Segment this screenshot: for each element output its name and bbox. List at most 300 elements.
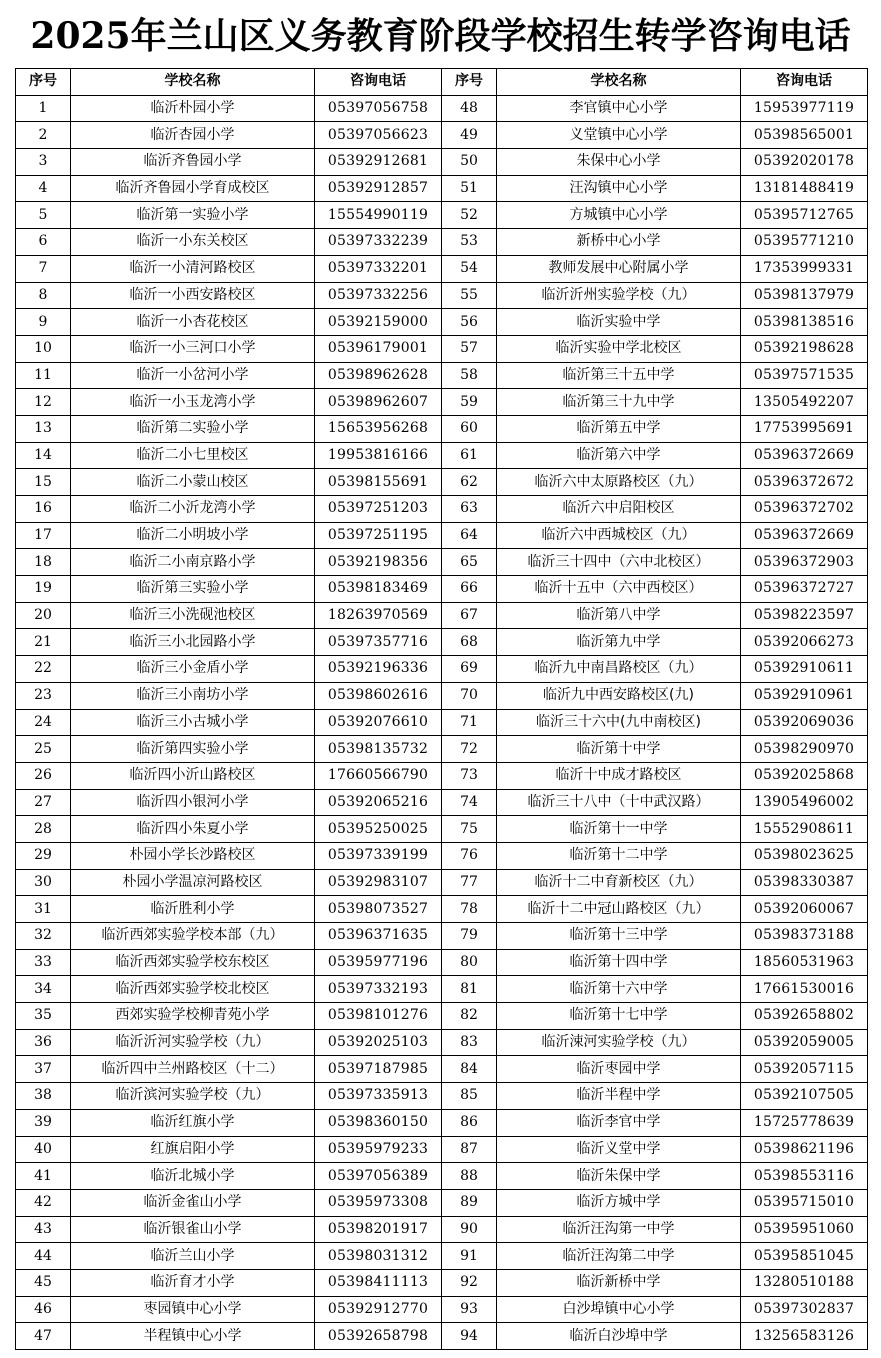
- school-name: 临沂三小北园路小学: [71, 629, 315, 656]
- table-row: [16, 1029, 868, 1056]
- row-number: 76: [442, 842, 497, 869]
- school-name: 临沂实验中学北校区: [497, 335, 741, 362]
- phone-number: 05398602616: [315, 682, 442, 709]
- school-name: 临沂二小沂龙湾小学: [71, 496, 315, 523]
- table-row: [16, 789, 868, 816]
- school-name: 白沙埠镇中心小学: [497, 1296, 741, 1323]
- phone-number: 05397056758: [315, 95, 442, 122]
- header-tel-left: 咨询电话: [315, 69, 442, 96]
- school-name: 临沂北城小学: [71, 1163, 315, 1190]
- phone-number: 05392066273: [741, 629, 868, 656]
- school-name: 临沂第十一中学: [497, 816, 741, 843]
- school-name: 临沂第九中学: [497, 629, 741, 656]
- row-number: 13: [16, 415, 71, 442]
- table-row: [16, 1056, 868, 1083]
- school-name: 枣园镇中心小学: [71, 1296, 315, 1323]
- school-name: 临沂六中西城校区（九）: [497, 522, 741, 549]
- row-number: 87: [442, 1136, 497, 1163]
- row-number: 35: [16, 1003, 71, 1030]
- phone-number: 05398290970: [741, 736, 868, 763]
- table-row: [16, 522, 868, 549]
- table-row: [16, 149, 868, 176]
- school-name: 临沂义堂中学: [497, 1136, 741, 1163]
- row-number: 91: [442, 1243, 497, 1270]
- row-number: 19: [16, 576, 71, 603]
- school-name: 朱保中心小学: [497, 149, 741, 176]
- school-name: 临沂白沙埠中学: [497, 1323, 741, 1350]
- phone-number: 05396179001: [315, 335, 442, 362]
- school-name: 新桥中心小学: [497, 229, 741, 256]
- row-number: 12: [16, 389, 71, 416]
- school-name: 临沂涑河实验学校（九）: [497, 1029, 741, 1056]
- school-name: 临沂三小南坊小学: [71, 682, 315, 709]
- phone-number: 05398565001: [741, 122, 868, 149]
- row-number: 88: [442, 1163, 497, 1190]
- row-number: 42: [16, 1189, 71, 1216]
- phone-number: 17353999331: [741, 255, 868, 282]
- table-row: [16, 122, 868, 149]
- phone-number: 05398360150: [315, 1109, 442, 1136]
- row-number: 90: [442, 1216, 497, 1243]
- school-name: 临沂第十七中学: [497, 1003, 741, 1030]
- row-number: 56: [442, 309, 497, 336]
- row-number: 31: [16, 896, 71, 923]
- phone-number: 05398073527: [315, 896, 442, 923]
- school-name: 临沂第十二中学: [497, 842, 741, 869]
- phone-number: 15554990119: [315, 202, 442, 229]
- school-name: 临沂西郊实验学校北校区: [71, 976, 315, 1003]
- table-row: [16, 229, 868, 256]
- school-name: 汪沟镇中心小学: [497, 175, 741, 202]
- row-number: 52: [442, 202, 497, 229]
- phone-number: 05395250025: [315, 816, 442, 843]
- school-name: 临沂三小洗砚池校区: [71, 602, 315, 629]
- phone-number: 05392057115: [741, 1056, 868, 1083]
- row-number: 16: [16, 496, 71, 523]
- phone-number: 05392910611: [741, 656, 868, 683]
- header-no-left: 序号: [16, 69, 71, 96]
- phone-number: 05397357716: [315, 629, 442, 656]
- phone-number: 05392658802: [741, 1003, 868, 1030]
- row-number: 69: [442, 656, 497, 683]
- phone-number: 05397571535: [741, 362, 868, 389]
- school-name: 临沂六中太原路校区（九）: [497, 469, 741, 496]
- school-name: 临沂齐鲁园小学育成校区: [71, 175, 315, 202]
- phone-number: 05392910961: [741, 682, 868, 709]
- table-row: [16, 1243, 868, 1270]
- school-name: 临沂枣园中学: [497, 1056, 741, 1083]
- school-name: 临沂四小银河小学: [71, 789, 315, 816]
- row-number: 94: [442, 1323, 497, 1350]
- table-row: [16, 869, 868, 896]
- row-number: 92: [442, 1269, 497, 1296]
- row-number: 62: [442, 469, 497, 496]
- school-name: 临沂第十六中学: [497, 976, 741, 1003]
- row-number: 77: [442, 869, 497, 896]
- phone-number: 05397332256: [315, 282, 442, 309]
- phone-number: 05398201917: [315, 1216, 442, 1243]
- school-name: 临沂第十中学: [497, 736, 741, 763]
- row-number: 81: [442, 976, 497, 1003]
- phone-number: 17753995691: [741, 415, 868, 442]
- school-name: 临沂一小清河路校区: [71, 255, 315, 282]
- table-row: [16, 1136, 868, 1163]
- row-number: 40: [16, 1136, 71, 1163]
- document-title: 2025年兰山区义务教育阶段学校招生转学咨询电话: [30, 15, 851, 57]
- table-row: [16, 415, 868, 442]
- phone-number: 05396372669: [741, 522, 868, 549]
- row-number: 83: [442, 1029, 497, 1056]
- school-name: 临沂半程中学: [497, 1083, 741, 1110]
- row-number: 64: [442, 522, 497, 549]
- phone-number: 05395973308: [315, 1189, 442, 1216]
- phone-number: 05392060067: [741, 896, 868, 923]
- row-number: 8: [16, 282, 71, 309]
- row-number: 85: [442, 1083, 497, 1110]
- school-name: 临沂第五中学: [497, 415, 741, 442]
- row-number: 4: [16, 175, 71, 202]
- row-number: 23: [16, 682, 71, 709]
- school-name: 临沂二小明坡小学: [71, 522, 315, 549]
- phone-number: 19953816166: [315, 442, 442, 469]
- row-number: 70: [442, 682, 497, 709]
- phone-number: 05392159000: [315, 309, 442, 336]
- school-name: 临沂九中西安路校区(九): [497, 682, 741, 709]
- school-name: 临沂方城中学: [497, 1189, 741, 1216]
- phone-number: 05397332201: [315, 255, 442, 282]
- phone-number: 05392658798: [315, 1323, 442, 1350]
- school-name: 临沂兰山小学: [71, 1243, 315, 1270]
- school-name: 临沂沂河实验学校（九）: [71, 1029, 315, 1056]
- row-number: 53: [442, 229, 497, 256]
- row-number: 74: [442, 789, 497, 816]
- phone-number: 05396372672: [741, 469, 868, 496]
- row-number: 72: [442, 736, 497, 763]
- school-name: 临沂三小金盾小学: [71, 656, 315, 683]
- phone-number: 15653956268: [315, 415, 442, 442]
- phone-number: 05392107505: [741, 1083, 868, 1110]
- row-number: 71: [442, 709, 497, 736]
- phone-number: 05392912770: [315, 1296, 442, 1323]
- phone-number: 05398330387: [741, 869, 868, 896]
- phone-number: 17660566790: [315, 762, 442, 789]
- school-name: 临沂四中兰州路校区（十二）: [71, 1056, 315, 1083]
- school-name: 临沂二小南京路小学: [71, 549, 315, 576]
- school-name: 临沂三十八中（十中武汉路）: [497, 789, 741, 816]
- row-number: 44: [16, 1243, 71, 1270]
- row-number: 84: [442, 1056, 497, 1083]
- school-name: 临沂李官中学: [497, 1109, 741, 1136]
- phone-number: 05398155691: [315, 469, 442, 496]
- header-tel-right: 咨询电话: [741, 69, 868, 96]
- row-number: 2: [16, 122, 71, 149]
- table-row: [16, 576, 868, 603]
- phone-number: 05398621196: [741, 1136, 868, 1163]
- phone-number: 05396372702: [741, 496, 868, 523]
- row-number: 5: [16, 202, 71, 229]
- row-number: 78: [442, 896, 497, 923]
- phone-number: 13505492207: [741, 389, 868, 416]
- row-number: 28: [16, 816, 71, 843]
- phone-number: 05398411113: [315, 1269, 442, 1296]
- row-number: 60: [442, 415, 497, 442]
- row-number: 67: [442, 602, 497, 629]
- phone-number: 05398962628: [315, 362, 442, 389]
- phone-number: 05392198356: [315, 549, 442, 576]
- row-number: 41: [16, 1163, 71, 1190]
- phone-number: 05392912857: [315, 175, 442, 202]
- phone-number: 05395771210: [741, 229, 868, 256]
- table-row: [16, 549, 868, 576]
- school-name: 临沂银雀山小学: [71, 1216, 315, 1243]
- row-number: 14: [16, 442, 71, 469]
- school-name: 临沂第十四中学: [497, 949, 741, 976]
- row-number: 10: [16, 335, 71, 362]
- table-row: [16, 1269, 868, 1296]
- phone-number: 05397339199: [315, 842, 442, 869]
- school-name: 临沂杏园小学: [71, 122, 315, 149]
- row-number: 1: [16, 95, 71, 122]
- school-name: 临沂朴园小学: [71, 95, 315, 122]
- phone-number: 13256583126: [741, 1323, 868, 1350]
- table-row: [16, 736, 868, 763]
- phone-number: 05398031312: [315, 1243, 442, 1270]
- school-name: 临沂新桥中学: [497, 1269, 741, 1296]
- table-row: [16, 1189, 868, 1216]
- row-number: 3: [16, 149, 71, 176]
- table-row: [16, 1003, 868, 1030]
- school-name: 临沂实验中学: [497, 309, 741, 336]
- school-name: 临沂一小三河口小学: [71, 335, 315, 362]
- table-row: [16, 282, 868, 309]
- school-name: 临沂第一实验小学: [71, 202, 315, 229]
- school-name: 临沂西郊实验学校本部（九）: [71, 923, 315, 950]
- school-name: 临沂育才小学: [71, 1269, 315, 1296]
- table-row: [16, 629, 868, 656]
- table-row: [16, 656, 868, 683]
- phone-number: 05396372669: [741, 442, 868, 469]
- row-number: 33: [16, 949, 71, 976]
- row-number: 48: [442, 95, 497, 122]
- school-name: 临沂胜利小学: [71, 896, 315, 923]
- phone-number: 17661530016: [741, 976, 868, 1003]
- row-number: 6: [16, 229, 71, 256]
- school-name: 临沂十五中（六中西校区）: [497, 576, 741, 603]
- phone-number: 05395715010: [741, 1189, 868, 1216]
- row-number: 45: [16, 1269, 71, 1296]
- phone-number: 05392912681: [315, 149, 442, 176]
- school-name: 临沂沂州实验学校（九）: [497, 282, 741, 309]
- phone-number: 05395951060: [741, 1216, 868, 1243]
- row-number: 25: [16, 736, 71, 763]
- phone-number: 05398553116: [741, 1163, 868, 1190]
- school-name: 临沂一小杏花校区: [71, 309, 315, 336]
- table-row: [16, 95, 868, 122]
- phone-number: 05392025868: [741, 762, 868, 789]
- school-name: 临沂六中启阳校区: [497, 496, 741, 523]
- table-row: [16, 175, 868, 202]
- school-name: 临沂三十六中(九中南校区): [497, 709, 741, 736]
- school-name: 临沂一小玉龙湾小学: [71, 389, 315, 416]
- school-name: 临沂第四实验小学: [71, 736, 315, 763]
- table-row: [16, 949, 868, 976]
- row-number: 51: [442, 175, 497, 202]
- school-name: 临沂第八中学: [497, 602, 741, 629]
- table-row: [16, 1323, 868, 1350]
- school-name: 临沂汪沟第二中学: [497, 1243, 741, 1270]
- table-row: [16, 442, 868, 469]
- phone-number: 15953977119: [741, 95, 868, 122]
- phone-number: 05398135732: [315, 736, 442, 763]
- phone-number: 05395977196: [315, 949, 442, 976]
- phone-number: 05398962607: [315, 389, 442, 416]
- table-row: [16, 202, 868, 229]
- row-number: 79: [442, 923, 497, 950]
- school-name: 临沂汪沟第一中学: [497, 1216, 741, 1243]
- school-name: 临沂滨河实验学校（九）: [71, 1083, 315, 1110]
- school-name: 李官镇中心小学: [497, 95, 741, 122]
- row-number: 38: [16, 1083, 71, 1110]
- school-phone-table: [15, 68, 868, 1350]
- row-number: 11: [16, 362, 71, 389]
- row-number: 43: [16, 1216, 71, 1243]
- row-number: 50: [442, 149, 497, 176]
- school-name: 教师发展中心附属小学: [497, 255, 741, 282]
- school-name: 临沂第十三中学: [497, 923, 741, 950]
- phone-number: 05392020178: [741, 149, 868, 176]
- school-name: 临沂十二中育新校区（九）: [497, 869, 741, 896]
- phone-number: 05392059005: [741, 1029, 868, 1056]
- row-number: 36: [16, 1029, 71, 1056]
- row-number: 57: [442, 335, 497, 362]
- school-name: 临沂第三实验小学: [71, 576, 315, 603]
- table-row: [16, 1216, 868, 1243]
- table-row: [16, 816, 868, 843]
- phone-number: 05392198628: [741, 335, 868, 362]
- phone-number: 05392069036: [741, 709, 868, 736]
- row-number: 49: [442, 122, 497, 149]
- phone-number: 05397332193: [315, 976, 442, 1003]
- phone-number: 05396372727: [741, 576, 868, 603]
- phone-number: 05398373188: [741, 923, 868, 950]
- row-number: 30: [16, 869, 71, 896]
- header-name-left: 学校名称: [71, 69, 315, 96]
- phone-number: 05398137979: [741, 282, 868, 309]
- header-name-right: 学校名称: [497, 69, 741, 96]
- row-number: 66: [442, 576, 497, 603]
- school-name: 临沂三小古城小学: [71, 709, 315, 736]
- table-row: [16, 255, 868, 282]
- row-number: 22: [16, 656, 71, 683]
- row-number: 80: [442, 949, 497, 976]
- row-number: 39: [16, 1109, 71, 1136]
- school-name: 朴园小学温凉河路校区: [71, 869, 315, 896]
- row-number: 47: [16, 1323, 71, 1350]
- row-number: 32: [16, 923, 71, 950]
- phone-number: 05392983107: [315, 869, 442, 896]
- phone-number: 05395712765: [741, 202, 868, 229]
- school-name: 临沂第二实验小学: [71, 415, 315, 442]
- row-number: 24: [16, 709, 71, 736]
- phone-number: 13905496002: [741, 789, 868, 816]
- phone-number: 05397187985: [315, 1056, 442, 1083]
- table-row: [16, 976, 868, 1003]
- row-number: 93: [442, 1296, 497, 1323]
- school-name: 临沂第三十九中学: [497, 389, 741, 416]
- row-number: 58: [442, 362, 497, 389]
- row-number: 59: [442, 389, 497, 416]
- school-name: 临沂二小蒙山校区: [71, 469, 315, 496]
- row-number: 20: [16, 602, 71, 629]
- row-number: 68: [442, 629, 497, 656]
- school-name: 临沂十中成才路校区: [497, 762, 741, 789]
- school-name: 临沂红旗小学: [71, 1109, 315, 1136]
- row-number: 65: [442, 549, 497, 576]
- phone-number: 18263970569: [315, 602, 442, 629]
- table-row: [16, 842, 868, 869]
- table-row: [16, 1296, 868, 1323]
- school-name: 方城镇中心小学: [497, 202, 741, 229]
- row-number: 86: [442, 1109, 497, 1136]
- phone-number: 05395851045: [741, 1243, 868, 1270]
- table-row: [16, 1163, 868, 1190]
- table-row: [16, 389, 868, 416]
- row-number: 55: [442, 282, 497, 309]
- phone-number: 05398223597: [741, 602, 868, 629]
- school-name: 临沂朱保中学: [497, 1163, 741, 1190]
- row-number: 29: [16, 842, 71, 869]
- row-number: 37: [16, 1056, 71, 1083]
- table-row: [16, 469, 868, 496]
- row-number: 21: [16, 629, 71, 656]
- row-number: 63: [442, 496, 497, 523]
- table-row: [16, 602, 868, 629]
- row-number: 17: [16, 522, 71, 549]
- school-name: 临沂四小沂山路校区: [71, 762, 315, 789]
- school-name: 临沂九中南昌路校区（九）: [497, 656, 741, 683]
- row-number: 61: [442, 442, 497, 469]
- phone-number: 05397332239: [315, 229, 442, 256]
- phone-number: 13280510188: [741, 1269, 868, 1296]
- row-number: 75: [442, 816, 497, 843]
- phone-number: 05392025103: [315, 1029, 442, 1056]
- table-row: [16, 682, 868, 709]
- phone-number: 05397335913: [315, 1083, 442, 1110]
- phone-number: 05397251195: [315, 522, 442, 549]
- table-row: [16, 896, 868, 923]
- school-name: 临沂四小朱夏小学: [71, 816, 315, 843]
- phone-number: 05397251203: [315, 496, 442, 523]
- school-name: 临沂第六中学: [497, 442, 741, 469]
- phone-number: 15725778639: [741, 1109, 868, 1136]
- school-name: 临沂一小岔河小学: [71, 362, 315, 389]
- phone-number: 05398101276: [315, 1003, 442, 1030]
- phone-number: 05396371635: [315, 923, 442, 950]
- phone-number: 05397056389: [315, 1163, 442, 1190]
- row-number: 15: [16, 469, 71, 496]
- phone-number: 15552908611: [741, 816, 868, 843]
- row-number: 82: [442, 1003, 497, 1030]
- row-number: 46: [16, 1296, 71, 1323]
- row-number: 18: [16, 549, 71, 576]
- phone-number: 05398023625: [741, 842, 868, 869]
- school-name: 半程镇中心小学: [71, 1323, 315, 1350]
- table-row: [16, 362, 868, 389]
- table-row: [16, 335, 868, 362]
- table-row: [16, 709, 868, 736]
- table-body: [16, 95, 868, 1349]
- row-number: 89: [442, 1189, 497, 1216]
